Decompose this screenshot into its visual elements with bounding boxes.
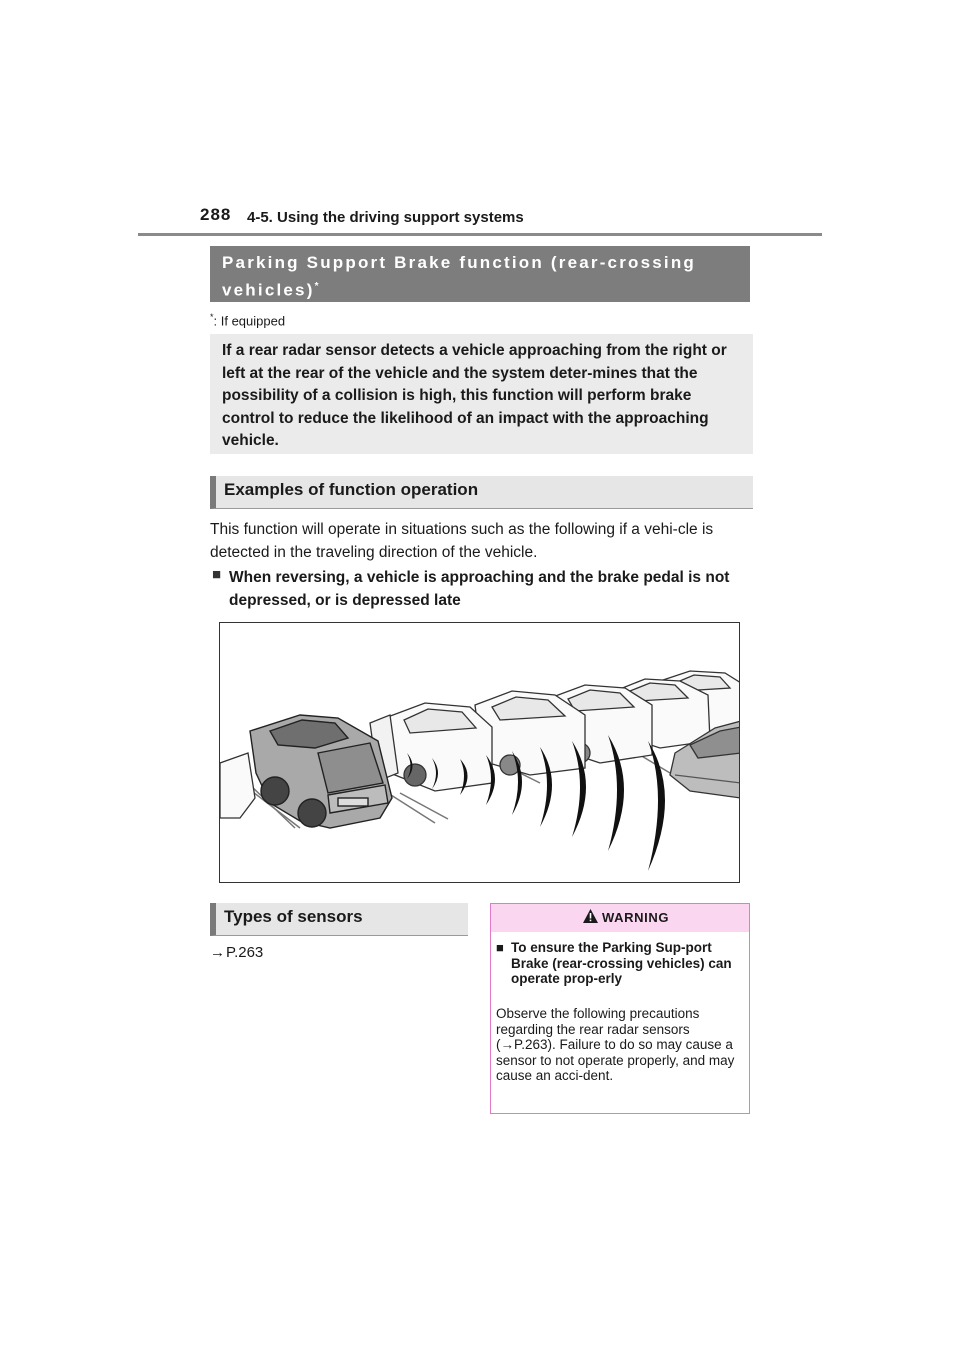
- footnote: [210, 312, 285, 328]
- sensors-page-reference[interactable]: P.263: [226, 944, 264, 961]
- section-title-text: Parking Support Brake function (rear-crossing vehicles): [222, 253, 697, 300]
- footnote-mark: *: [210, 312, 214, 322]
- illustration-reversing-scene: [219, 622, 740, 883]
- examples-bullet: When reversing, a vehicle is approaching and the brake pedal is not depressed, or is depressed late: [229, 569, 730, 609]
- page-number: 288: [200, 205, 232, 224]
- intro-text: If a rear radar sensor detects a vehicle approaching from the right or left at the rear of the vehicle and the system deter-mines that the possibility of a collision is high, this function will perform brake control to reduce the likelihood of an impact with the approaching vehicle.: [222, 342, 727, 449]
- sensors-heading: Types of sensors: [224, 907, 363, 926]
- warning-triangle-icon: [582, 908, 599, 924]
- examples-body: This function will operate in situations such as the following if a vehi-cle is detected in the traveling direction of the vehicle.: [210, 521, 714, 561]
- partial-car-left: [220, 753, 255, 818]
- warning-bullet-square-icon: ■: [496, 940, 504, 955]
- illustration-svg: [220, 623, 740, 883]
- running-header: 4-5. Using the driving support systems: [247, 209, 524, 226]
- bullet-square-icon: ■: [212, 566, 222, 583]
- header-rule: [138, 233, 822, 236]
- reference-arrow-icon: →: [210, 944, 225, 961]
- parked-cars: [370, 671, 740, 798]
- title-footnote-mark: *: [314, 281, 319, 292]
- warning-body: Observe the following precautions regarding the rear radar sensors (→P.263). Failure to do so may cause a sensor to not operate properly, and may cause an acci-dent.: [496, 1006, 735, 1083]
- warning-bullet: To ensure the Parking Sup-port Brake (rear-crossing vehicles) can operate prop-erly: [511, 940, 732, 986]
- examples-heading: Examples of function operation: [224, 480, 479, 499]
- warning-title: WARNING: [602, 910, 670, 925]
- footnote-text: : If equipped: [213, 313, 286, 329]
- section-title: [222, 251, 742, 303]
